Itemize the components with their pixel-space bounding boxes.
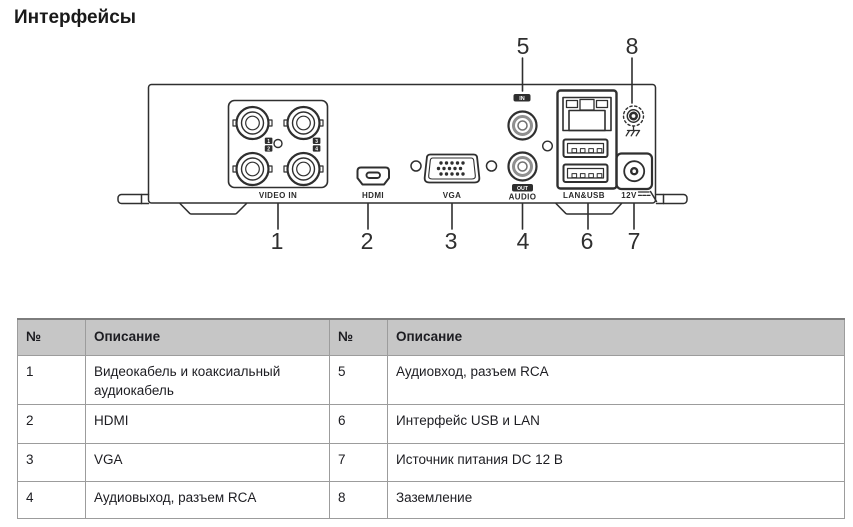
header-description: Описание [388, 319, 845, 355]
bnc-badge-3: 3 [315, 138, 318, 145]
vga-label: VGA [442, 191, 462, 200]
row-desc-cell: Источник питания DC 12 В [388, 443, 845, 481]
table-row [18, 355, 845, 404]
callout-7: 7 [627, 228, 641, 254]
screw-hole [543, 141, 553, 151]
bnc-connector [284, 153, 323, 185]
bnc-connector [233, 107, 272, 139]
lan-usb-label: LAN&USB [563, 191, 605, 200]
row-desc-cell: Аудиовход, разъем RCA [388, 355, 845, 404]
row-desc-cell: Аудиовыход, разъем RCA [86, 481, 330, 518]
row-number-cell: 5 [330, 355, 388, 404]
callout-6: 6 [580, 228, 594, 254]
row-desc-cell: VGA [86, 443, 330, 481]
bnc-connector [233, 153, 272, 185]
hdmi-port [358, 168, 390, 201]
rca-in-connector [509, 112, 537, 140]
bnc-badge-4: 4 [315, 146, 318, 153]
dc-symbol-icon [639, 192, 651, 195]
screw-hole [487, 161, 497, 171]
audio-label: AUDIO [508, 192, 537, 202]
row-number-cell: 2 [18, 404, 86, 443]
screw-hole [411, 161, 421, 171]
callout-3: 3 [444, 228, 458, 254]
row-number-cell: 6 [330, 404, 388, 443]
table-row [18, 443, 845, 481]
usb-port [564, 140, 608, 158]
power-label: 12V [621, 191, 637, 200]
callout-5: 5 [516, 33, 530, 59]
callout-8: 8 [625, 33, 639, 59]
row-desc-cell: Интерфейс USB и LAN [388, 404, 845, 443]
ground-terminal [624, 106, 644, 136]
row-number-cell: 4 [18, 481, 86, 518]
dc-power-jack [617, 154, 653, 201]
interface-description-table [17, 318, 845, 519]
table-row [18, 481, 845, 518]
header-number: № [18, 319, 86, 355]
bnc-connector [284, 107, 323, 139]
page-title: Интерфейсы [14, 7, 137, 28]
audio-out-badge: OUT [517, 185, 528, 192]
row-number-cell: 3 [18, 443, 86, 481]
audio-ports [509, 94, 553, 202]
row-desc-cell: Видеокабель и коаксиальный аудиокабель [86, 355, 330, 404]
row-desc-cell: Заземление [388, 481, 845, 518]
vga-pins [437, 161, 465, 175]
callout-1: 1 [270, 228, 284, 254]
vga-port [411, 155, 497, 201]
row-number-cell: 8 [330, 481, 388, 518]
video-in-block [229, 101, 328, 201]
row-desc-cell: HDMI [86, 404, 330, 443]
audio-in-badge: IN [519, 95, 525, 102]
row-number-cell: 7 [330, 443, 388, 481]
video-in-label: VIDEO IN [258, 191, 298, 200]
screw-hole [274, 140, 282, 148]
rca-out-connector [509, 153, 537, 181]
table-row [18, 404, 845, 443]
left-ear [118, 195, 149, 204]
header-description: Описание [86, 319, 330, 355]
lan-usb-block [558, 91, 617, 201]
row-number-cell: 1 [18, 355, 86, 404]
callout-4: 4 [516, 228, 530, 254]
lan-port [563, 98, 611, 131]
right-ear [657, 195, 688, 204]
ground-icon [626, 127, 639, 136]
bnc-badge-2: 2 [267, 146, 270, 153]
header-number: № [330, 319, 388, 355]
callout-2: 2 [360, 228, 374, 254]
bnc-channel-badges [265, 138, 321, 152]
hdmi-label: HDMI [361, 191, 385, 200]
left-foot [180, 204, 247, 215]
usb-port [564, 165, 608, 183]
bnc-badge-1: 1 [267, 138, 270, 145]
